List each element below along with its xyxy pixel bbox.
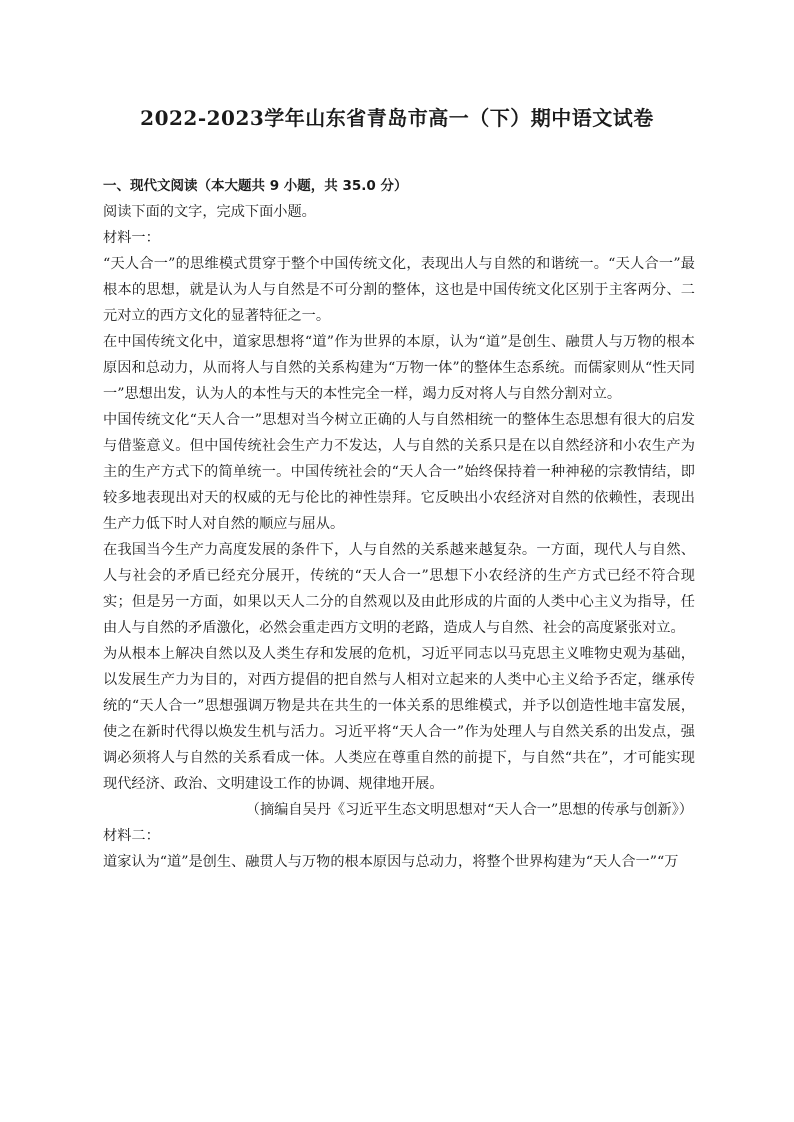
- material-one-label: 材料一：: [103, 230, 160, 246]
- section-heading: 一、现代文阅读（本大题共 9 小题，共 35.0 分）: [103, 178, 408, 194]
- reading-instruction: 阅读下面的文字，完成下面小题。: [103, 204, 316, 220]
- page-title: 2022-2023学年山东省青岛市高一（下）期中语文试卷: [140, 106, 654, 130]
- paragraph: 中国传统文化“天人合一”思想对当今树立正确的人与自然相统一的整体生态思想有很大的启发与借鉴意义。但中国传统社会生产力不发达，人与自然的关系只是在以自然经济和小农生产为主的生产方式下的简单统一。中国传统社会的“天人合一”始终保持着一种神秘的宗教情结，即较多地表现出对天的权威的无与伦比的神性崇拜。它反映出小农经济对自然的依赖性，表现出生产力低下时人对自然的顺应与屈从。: [103, 412, 695, 532]
- paragraph: 在我国当今生产力高度发展的条件下，人与自然的关系越来越复杂。一方面，现代人与自然、人与社会的矛盾已经充分展开，传统的“天人合一”思想下小农经济的生产方式已经不符合现实；但是另一方面，如果以天人二分的自然观以及由此形成的片面的人类中心主义为指导，任由人与自然的矛盾激化，必然会重走西方文明的老路，造成人与自然、社会的高度紧张对立。: [103, 542, 695, 636]
- paragraph: 道家认为“道”是创生、融贯人与万物的根本原因与总动力，将整个世界构建为“天人合一”“万: [103, 854, 679, 870]
- document-body: [103, 173, 695, 875]
- source-citation: （摘编自吴丹《习近平生态文明思想对“天人合一”思想的传承与创新》）: [245, 802, 693, 818]
- paragraph: 为从根本上解决自然以及人类生存和发展的危机，习近平同志以马克思主义唯物史观为基础，以发展生产力为目的，对西方提倡的把自然与人相对立起来的人类中心主义给予否定，继承传统的“天人合一”思想强调万物是共在共生的一体关系的思维模式，并予以创造性地丰富发展，使之在新时代得以焕发生机与活力。习近平将“天人合一”作为处理人与自然关系的出发点，强调必须将人与自然的关系看成一体。人类应在尊重自然的前提下，与自然“共在”，才可能实现现代经济、政治、文明建设工作的协调、规律地开展。: [103, 646, 695, 792]
- paragraph: “天人合一”的思维模式贯穿于整个中国传统文化，表现出人与自然的和谐统一。“天人合一”最根本的思想，就是认为人与自然是不可分割的整体，这也是中国传统文化区别于主客两分、二元对立的西方文化的显著特征之一。: [103, 256, 695, 324]
- material-two-label: 材料二：: [103, 828, 160, 844]
- paragraph: 在中国传统文化中，道家思想将“道”作为世界的本原，认为“道”是创生、融贯人与万物的根本原因和总动力，从而将人与自然的关系构建为“万物一体”的整体生态系统。而儒家则从“性天同一”思想出发，认为人的本性与天的本性完全一样，竭力反对将人与自然分割对立。: [103, 334, 695, 402]
